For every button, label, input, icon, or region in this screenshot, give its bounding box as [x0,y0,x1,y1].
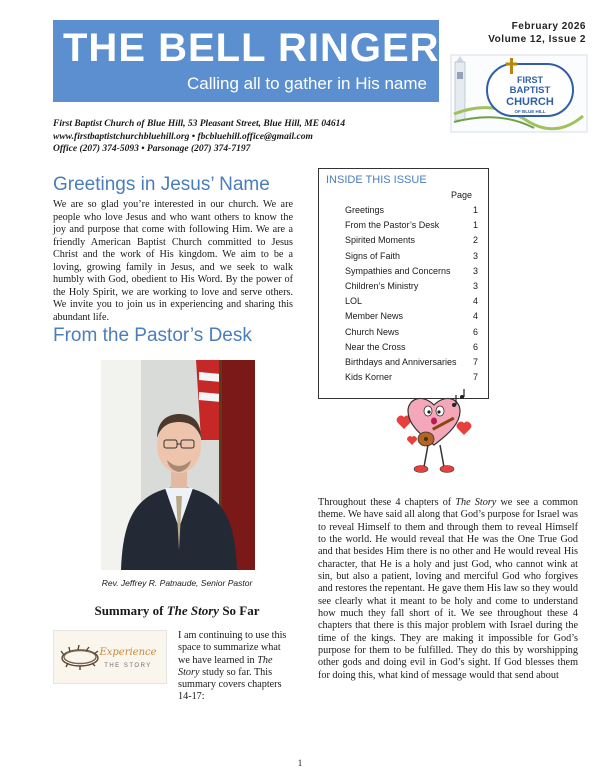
logo-text-baptist: BAPTIST [509,85,551,96]
toc-item[interactable]: Signs of Faith 3 [345,250,478,261]
toc-title: INSIDE THIS ISSUE [326,174,427,186]
toc-item[interactable]: Sympathies and Concerns 3 [345,265,478,276]
logo-text-bluehill: OF BLUE HILL [514,109,546,114]
greetings-heading: Greetings in Jesus’ Name [53,174,270,195]
issue-date: February 2026 [511,21,586,32]
masthead-banner [53,20,439,102]
toc-list [345,203,478,385]
toc-item[interactable]: Member News 4 [345,311,478,322]
toc-item[interactable]: Near the Cross 6 [345,341,478,352]
logo-text-first: FIRST [517,75,543,85]
toc-item[interactable]: LOL 4 [345,296,478,307]
page-number: 1 [297,758,303,768]
toc-item[interactable]: Children’s Ministry 3 [345,280,478,291]
church-contact [53,118,345,156]
church-address: First Baptist Church of Blue Hill, 53 Pleasant Street, Blue Hill, ME 04614 [53,119,346,129]
logo-text-church: CHURCH [506,96,554,108]
story-body: Throughout these 4 chapters of The Story we see a common theme. We have said all along that God’s purpose for Israel was to reveal Himself to them and through them to reveal Himself to the world. He would reveal that He was the One True God and that besides Him there is no other and He would reveal His character, that He is a holy and just God, who cannot wink at sin, but also a patient, loving and merciful God who forgives and restores the repentant. He gave them His law so they would see clearly what it meant to be holy and come to understand how much they fall short of it. We see throughout these 4 chapters that there is this major problem with Israel during the time of the kings. They are making it impossible for God’s purpose for them to be fulfilled. They do this by worshipping other gods and doing evil in God’s sight. If God blesses them for doing this, what kind of message would that send about [318,497,578,681]
toc-item[interactable]: Church News 6 [345,326,478,337]
small-heart-icon [407,436,417,445]
church-phones: Office (207) 374-5093 • Parsonage (207) 374-7197 [53,144,251,154]
newsletter-title: THE BELL RINGER [63,26,440,70]
music-note-icon [460,395,464,399]
church-logo [450,52,588,134]
greetings-body: We are so glad you’re interested in our church. We are people who love Jesus and who want others to know the joy and purpose that come with following Him. We are a friendly American Baptist Church committed to Jesus Christ and the work of His kingdom. We aim to be a loving, growing family in Jesus, and we seek to walk humbly with God, obedient to His Word. By the power of the Holy Spirit, we are working to love and serve others. We invite you to join us in experiencing and sharing this abundant life. [53,199,293,323]
image-text-the-story: THE STORY [104,663,152,669]
experience-the-story-image [53,630,167,684]
church-web-email[interactable]: www.firstbaptistchurchbluehill.org • fbcbluehill.office@gmail.com [53,131,313,142]
newsletter-tagline: Calling all to gather in His name [186,74,427,93]
small-heart-icon [457,422,472,436]
inside-this-issue-box [318,168,489,399]
toc-item[interactable]: Spirited Moments 2 [345,235,478,246]
summary-heading: Summary of The Story So Far [94,603,260,618]
toc-item[interactable]: Greetings 1 [345,205,478,215]
pastor-heading: From the Pastor’s Desk [53,325,252,346]
heart-guitar-mascot [388,383,480,483]
toc-item[interactable]: Kids Korner 7 [345,372,478,383]
toc-item[interactable]: Birthdays and Anniversaries 7 [345,356,478,367]
pastor-caption: Rev. Jeffrey R. Patnaude, Senior Pastor [101,578,253,588]
toc-page-header: Page [450,190,472,200]
image-text-experience: Experience [99,647,157,658]
pastor-photo [101,360,255,570]
summary-body: I am continuing to use this space to summarize what we have learned in The Story study so far. This summary covers chapters 14-17: [178,630,287,703]
music-note-icon [452,403,456,407]
issue-volume: Volume 12, Issue 2 [488,34,586,45]
toc-item[interactable]: From the Pastor’s Desk 1 [345,220,478,231]
issue-info [488,20,586,46]
